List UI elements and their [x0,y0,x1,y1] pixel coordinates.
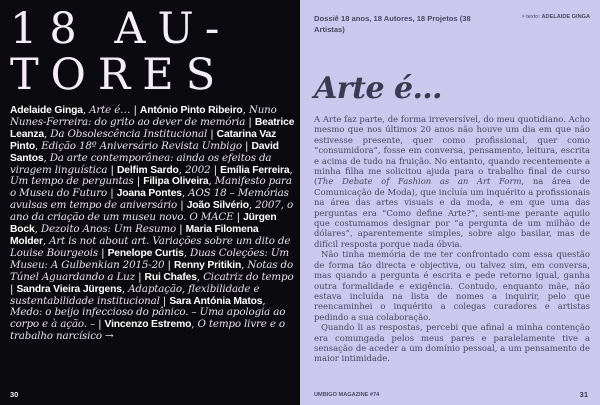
toc-author: Maria Filomena Molder [10,224,259,247]
toc-title: Arte é… [89,104,131,116]
toc-author: Sandra Vieira Jürgens [16,283,122,295]
toc-title: 2002 [184,163,211,176]
toc-author: Adelaide Ginga [10,105,83,116]
page-number-left: 30 [10,390,19,399]
dossier-header: Dossiê 18 anos, 18 Autores, 18 Projetos (38 Artistas) [314,14,471,34]
toc-separator: | [130,104,140,116]
feature-title [10,6,300,98]
toc-title: Dezoito Anos: Um Resumo [40,223,177,236]
toc-title: O tempo livre e o trabalho narcísico → [10,318,285,343]
toc-title: Da Obsolescência Institucional [50,127,208,140]
toc-author: João Silvério [186,200,249,212]
toc-separator: | [176,223,186,236]
toc-separator: | [245,115,255,128]
toc-title: Adaptação, flexibilidade e sustentabilidade institucional [10,282,260,307]
toc-title: Nuno Nunes-Ferreira: do grito ao dever de memória [10,104,277,128]
toc-separator: | [177,199,187,212]
toc-separator: | [133,175,144,188]
toc-author: Jürgen Bock [10,212,277,236]
toc-separator: | [159,294,170,307]
toc-title: Um tempo de perguntas [10,175,134,188]
toc-author: António Pinto Ribeiro [139,105,243,116]
article-paragraph: Não tinha memória de me ter confrontado com essa questão de forma tão directa e objectiva, ou talvez sim, em conversa, mas quando a pergunta é escrita e pede retorno igual, ganha outra formalidade e exigência. Contudo, enquanto mãe, não estava incluída na lista de nomes a inquirir, pelo que reencaminhei o inquérito a colegas curadores e artistas pedindo a sua colaboração. [314,249,590,322]
toc-author: Renny Pritikin [174,259,242,271]
toc-separator: | [233,211,244,224]
toc-author: David Santos [10,140,279,164]
article-paragraph: Quando li as respostas, percebi que afinal a minha contenção era comungada pelos meus pares e paralelamente tive a sensação de aceder a um domínio pessoal, a um pensamento de maior intimidade. [314,322,590,364]
right-page [300,0,600,405]
article-paragraph: A Arte faz parte, de forma irreversível, do meu quotidiano. Acho mesmo que nos últimos 20 anos não houve um dia em que não estivesse presente, quer como profissional, quer como “consumidora”, fosse em conversa, pensamento, leitura, escrita e acima de tudo na fruição. No entanto, quando recentemente a minha filha me solicitou ajuda para o trabalho final de curso (The Debate of Fashion as an Art Form, na área de Comunicação de Moda), que incluía um inquérito a profissionais na área das artes visuais e da moda, e em que uma das perguntas era “Como define Arte?”, senti-me perante aquilo que costumamos designar por “a pergunta de um milhão de dólares”, aparentemente simples, sobre algo basilar, mas de difícil resposta porque nada óbvia. [314,114,590,249]
article-body [314,114,590,364]
toc-author: Delfim Sardo [116,164,179,176]
toc-title: Edição 18º Aniversário Revista Umbigo [41,139,242,152]
toc-title: Notas do Túnel Aguardando a Luz [10,258,294,283]
toc-separator: | [134,270,145,283]
toc-title: AOS 18 – Memórias avulsas em tempo de aniversário [10,187,289,212]
toc-separator: | [107,163,117,176]
toc-separator: | [207,127,217,140]
toc-separator: | [241,139,252,152]
page-number-right: 31 [579,390,588,399]
toc-title: Da arte contemporânea: ainda os efeitos da viragem linguística [10,151,272,176]
toc-title: 2007, o ano da criação de um museu novo. O MACE [10,199,293,224]
toc-author: Sara Antónia Matos [169,295,263,307]
toc-author: Penelope Curtis [107,247,184,259]
magazine-footer: UMBIGO MAGAZINE #74 [314,392,380,398]
article-heading: Arte é… [314,71,443,106]
toc-title: Art is not about art. Variações sobre um dito de Louise Bourgeois [10,234,291,259]
feature-title-line-1: 18 AU- [10,4,232,54]
toc-separator: | [94,318,105,331]
feature-title-line-2: TORES [10,50,228,100]
toc-author: Catarina Vaz Pinto [10,128,277,152]
toc-separator: | [164,258,174,271]
toc-author: Vincenzo Estremo [104,319,192,331]
toc-separator: | [10,282,17,295]
toc-author: Rui Chafes [144,271,197,283]
toc-title: Medo: o beijo infeccioso do pânico. – Uma apologia ao corpo e à ação. – [10,306,286,331]
section-label-prefix: > texto: [521,14,540,20]
toc-author: Beatrice Leanza [10,116,295,140]
toc-author: Joana Pontes [116,188,182,200]
contents-list: Adelaide Ginga, Arte é… | António Pinto Ribeiro, Nuno Nunes-Ferreira: do grito ao dever de memória | Beatrice Leanza, Da Obsolescência Institucional | Catarina Vaz Pinto, Edição 18º Aniversário Revista Umbigo | David Santos, Da arte contemporânea: ainda os efeitos da viragem linguística | Delfim Sardo, 2002 | Emília Ferreira, Um tempo de perguntas | Filipa Oliveira, Manifesto para o Museu do Futuro | Joana Pontes, AOS 18 – Memórias avulsas em tempo de aniversário | João Silvério, 2007, o ano da criação de um museu novo. O MACE | Jürgen Bock, Dezoito Anos: Um Resumo | Maria Filomena Molder, Art is not about art. Variações sobre um dito de Louise Bourgeois | Penelope Curtis, Duas Coleções: Um Museu: A Gulbenkian 2015-20 | Renny Pritikin, Notas do Túnel Aguardando a Luz | Rui Chafes, Cicatriz do tempo | Sandra Vieira Jürgens, Adaptação, flexibilidade e sustentabilidade institucional | Sara Antónia Matos, Medo: o beijo infeccioso do pânico. – Uma apologia ao corpo e à ação. – | Vincenzo Estremo, O tempo livre e o trabalho narcísico → [10,104,295,343]
section-label [521,14,590,20]
toc-separator: | [210,163,221,176]
toc-separator: | [107,187,117,200]
toc-author: Filipa Oliveira [143,176,209,188]
cited-work-title: The Debate of Fashion as an Art Form [317,176,522,187]
toc-title: Manifesto para o Museu do Futuro [10,175,292,200]
section-label-author: ADELAIDE GINGA [541,14,590,20]
toc-separator: | [98,246,108,259]
toc-title: Cicatriz do tempo [203,270,294,283]
toc-title: Duas Coleções: Um Museu: A Gulbenkian 2015-20 [10,246,289,271]
toc-author: Emília Ferreira [220,164,290,176]
